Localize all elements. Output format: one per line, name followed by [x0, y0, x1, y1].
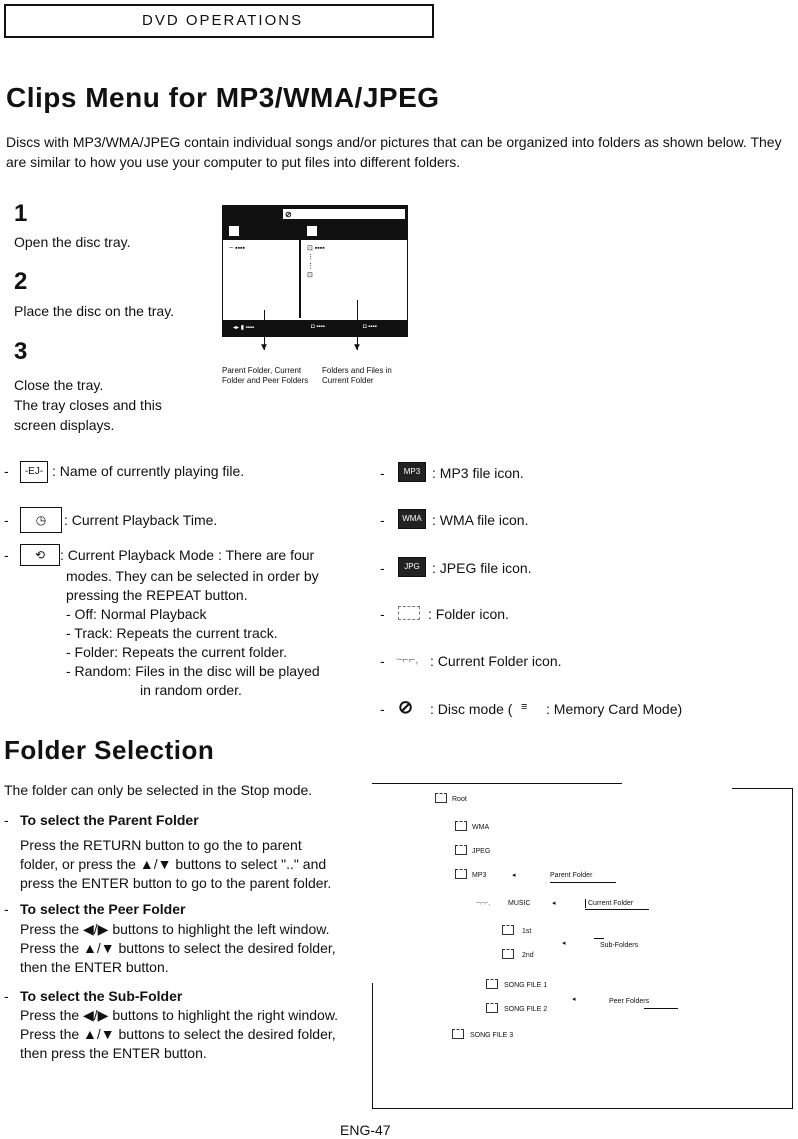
playback-mode-track: - Track: Repeats the current track.: [66, 625, 278, 641]
legend-disc-mode: : Disc mode (: [430, 701, 513, 717]
second-folder-label: 2nd: [522, 952, 534, 959]
first-folder-label: 1st: [522, 928, 532, 935]
peer-folder-line-2: Press the ▲/▼ buttons to select the desired folder,: [20, 940, 336, 956]
step-2-number: 2: [14, 268, 28, 295]
mp3-folder-icon: [455, 869, 467, 879]
screen-left-window: ~ ▪▪▪▪: [225, 240, 301, 318]
parent-folder-line-1: Press the RETURN button to go the to parent: [20, 837, 302, 853]
first-folder-icon: [502, 925, 514, 935]
repeat-icon: ⟲: [20, 544, 60, 566]
section-header-label: DVD OPERATIONS: [142, 12, 304, 29]
music-folder-label: MUSIC: [508, 900, 531, 907]
playback-mode-off: - Off: Normal Playback: [66, 606, 207, 622]
screen-right-window: ⊡ ▪▪▪▪ ⋮ ⋮ ⊡: [303, 240, 403, 318]
playback-mode-folder: - Folder: Repeats the current folder.: [66, 644, 287, 660]
playback-mode-line3: pressing the REPEAT button.: [66, 587, 248, 603]
step-2-text: Place the disc on the tray.: [14, 303, 175, 319]
root-folder-icon: [435, 793, 447, 803]
song-file-1-icon: [486, 979, 498, 989]
song-file-1-label: SONG FILE 1: [504, 982, 548, 989]
second-folder-icon: [502, 949, 514, 959]
playback-mode-random: - Random: Files in the disc will be played: [66, 663, 320, 679]
current-folder-label: Current Folder: [585, 899, 633, 908]
song-file-2-icon: [486, 1003, 498, 1013]
song-file-3-label: SONG FILE 3: [470, 1032, 514, 1039]
screen-left-caption: Parent Folder, Current Folder and Peer Folders: [222, 366, 309, 385]
page-title: Clips Menu for MP3/WMA/JPEG: [6, 82, 440, 113]
legend-playback-mode: : Current Playback Mode : There are four: [60, 547, 315, 563]
section-header-box: [4, 4, 434, 38]
parent-folder-line-3: press the ENTER button to go to the parent folder.: [20, 875, 332, 891]
peer-folder-line-3: then the ENTER button.: [20, 959, 169, 975]
peer-folder-heading: To select the Peer Folder: [20, 901, 186, 917]
parent-folder-heading: To select the Parent Folder: [20, 812, 199, 828]
jpeg-folder-icon: [455, 845, 467, 855]
sub-folder-line-1: Press the ◀/▶ buttons to highlight the right window.: [20, 1007, 339, 1023]
wma-folder-icon: [455, 821, 467, 831]
playback-mode-random-2: in random order.: [140, 682, 242, 698]
arrow-down-icon: ▼: [259, 342, 269, 353]
legend-memory-card: : Memory Card Mode): [546, 701, 683, 717]
sub-folder-line-2: Press the ▲/▼ buttons to select the desired folder,: [20, 1026, 336, 1042]
peer-folder-line-1: Press the ◀/▶ buttons to highlight the left window.: [20, 921, 330, 937]
step-1-text: Open the disc tray.: [14, 234, 131, 250]
peer-folders-label: Peer Folders: [609, 998, 650, 1005]
memory-card-icon: ≡: [521, 701, 528, 713]
legend-playback-time: : Current Playback Time.: [64, 512, 218, 528]
folder-selection-intro: The folder can only be selected in the Stop mode.: [4, 782, 313, 798]
wma-file-icon: WMA: [398, 509, 426, 529]
wma-folder-label: WMA: [472, 824, 490, 831]
sub-folder-heading: To select the Sub-Folder: [20, 988, 183, 1004]
disc-icon: ⊘: [285, 210, 292, 219]
folder-icon: [398, 606, 420, 620]
song-file-2-label: SONG FILE 2: [504, 1006, 548, 1013]
song-file-3-icon: [452, 1029, 464, 1039]
screen-top-bar: [223, 206, 407, 240]
page-number: ENG-47: [340, 1122, 391, 1138]
current-folder-icon: ~⌐⌐,: [476, 900, 491, 907]
step-3-text-3: screen displays.: [14, 417, 115, 433]
file-name-icon: -EJ-: [20, 461, 48, 483]
step-3-number: 3: [14, 338, 28, 365]
step-3-text-2: The tray closes and this: [14, 397, 162, 413]
intro-text: Discs with MP3/WMA/JPEG contain individual songs and/or pictures that can be organized into folders as shown below. They are similar to how you use your computer to put files into different folders.: [6, 134, 782, 170]
clock-icon: ◷: [20, 507, 62, 533]
mp3-file-icon: MP3: [398, 462, 426, 482]
screen-bottom-bar: ◂▸ ▮ ▪▪▪▪ ◘ ▪▪▪▪ ◘ ▪▪▪▪: [223, 320, 407, 336]
root-label: Root: [452, 796, 467, 803]
sub-folder-line-3: then press the ENTER button.: [20, 1045, 207, 1061]
step-3-text: Close the tray.: [14, 377, 104, 393]
legend-wma: : WMA file icon.: [432, 512, 529, 528]
sub-folders-label: Sub-Folders: [600, 942, 639, 949]
current-folder-icon: ~⌐⌐,: [396, 654, 419, 666]
legend-jpeg: : JPEG file icon.: [432, 560, 532, 576]
step-1-number: 1: [14, 200, 28, 227]
disc-mode-icon: ⊘: [398, 697, 414, 717]
parent-folder-label: Parent Folder: [550, 872, 593, 879]
legend-folder: : Folder icon.: [428, 606, 509, 622]
legend-file-name: : Name of currently playing file.: [52, 463, 245, 479]
jpeg-folder-label: JPEG: [472, 848, 491, 855]
playback-mode-line2: modes. They can be selected in order by: [66, 568, 319, 584]
screen-right-caption: Folders and Files in Current Folder: [322, 366, 392, 385]
folder-tree-diagram: Root WMA JPEG MP3 ◂ Parent Folder ~⌐⌐, MUSIC ◂ Current Folder 1st 2nd ◂ Sub-Folders SONG FILE 1 SONG FILE 2 ◂ Peer Folders SONG FILE 3: [372, 783, 793, 1109]
mp3-folder-label: MP3: [472, 872, 487, 879]
legend-current-folder: : Current Folder icon.: [430, 653, 562, 669]
menu-screen-illustration: [222, 205, 408, 337]
legend-mp3: : MP3 file icon.: [432, 465, 524, 481]
folder-selection-title: Folder Selection: [4, 735, 215, 765]
arrow-down-icon: ▼: [352, 342, 362, 353]
parent-folder-line-2: folder, or press the ▲/▼ buttons to select ".." and: [20, 856, 327, 872]
jpeg-file-icon: JPG: [398, 557, 426, 577]
